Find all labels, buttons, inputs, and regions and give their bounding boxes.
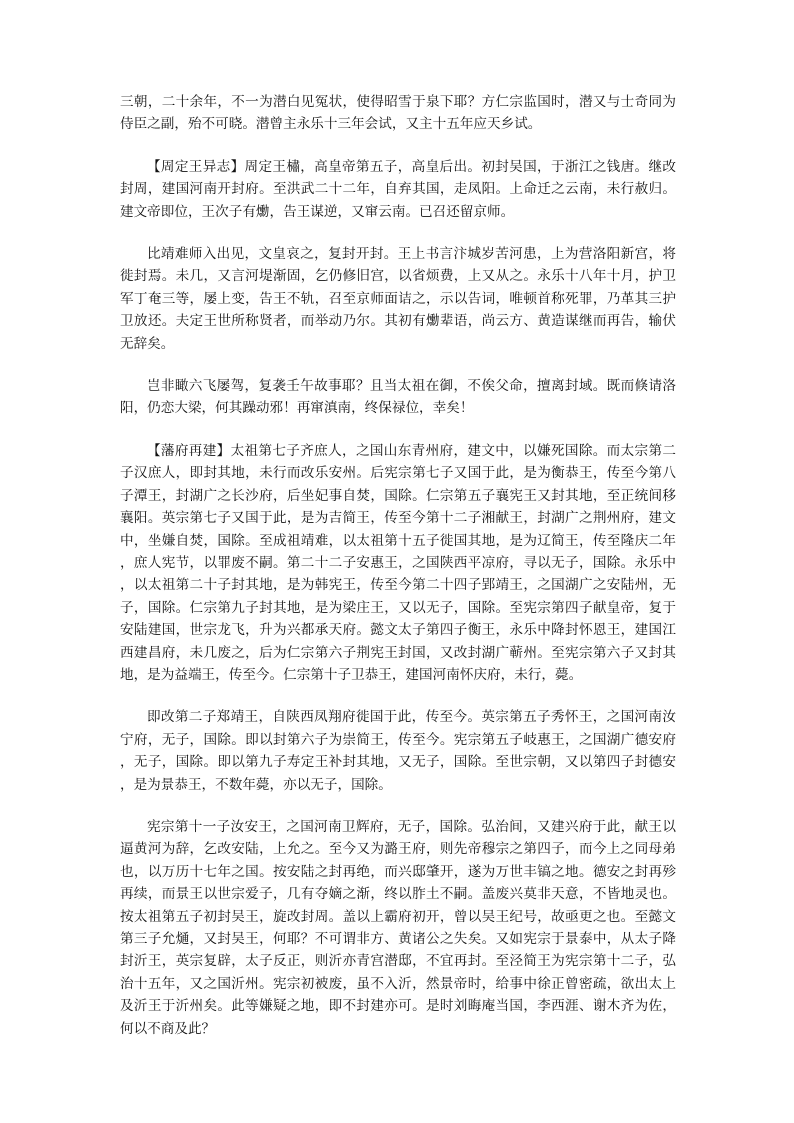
paragraph-ru-an-wang: 宪宗第十一子汝安王，之国河南卫辉府，无子，国除。弘治间，又建兴府于此，献王以逼黄河为辞，乞改安陆，上允之。至今又为潞王府，则先帝穆宗之第四子，而今上之同母弟也，以万历十七年之国。按安陆之封再绝，而兴邸肇开，遂为万世丰镐之地。德安之封再殄再续，而景王以世宗爱子，几有夺嫡之渐，终以胙土不嗣。盖废兴莫非天意，不皆地灵也。按太祖第五子初封吴王，旋改封周。盖以上霸府初开，曾以吴王纪号，故亟更之也。至懿文第三子允熥，又封吴王，何耶？不可谓非方、黄诸公之失矣。又如宪宗于景泰中，从太子降封沂王，英宗复辟，太子反正，则沂亦青宫潜邸，不宜再封。至泾简王为宪宗第十二子，弘治十五年，又之国沂州。宪宗初被废，虽不入沂，然景帝时，给事中徐正曾密疏，欲出太上及沂王于沂州矣。此等嫌疑之地，即不封建亦可。是时刘晦庵当国，李西涯、谢木齐为佐，何以不商及此？ [120, 818, 676, 1037]
paragraph-fanfu-zaijian: 【藩府再建】太祖第七子齐庶人，之国山东青州府，建文中，以嫌死国除。而太宗第二子汉庶人，即封其地，未行而改乐安州。后宪宗第七子又国于此，是为衡恭王，传至今第八子潭王，封湖广之长沙府，后坐妃事自焚，国除。仁宗第五子襄宪王又封其地，至正统间移襄阳。英宗第七子又国于此，是为吉简王，传至今第十二子湘献王，封湖广之荆州府，建文中，坐嫌自焚，国除。至成祖靖难，以太祖第十五子徙国其地，是为辽简王，传至隆庆二年，庶人宪节，以罪废不嗣。第二十二子安惠王，之国陕西平凉府，寻以无子，国除。永乐中，以太祖第二十子封其地，是为韩宪王，传至今第二十四子郢靖王，之国湖广之安陆州，无子，国除。仁宗第九子封其地，是为梁庄王，又以无子，国除。至宪宗第四子献皇帝，复于安陆建国，世宗龙飞，升为兴都承天府。懿文太子第四子衡王，永乐中降封怀恩王，建国江西建昌府，未几废之，后为仁宗第六子荆宪王封国，又改封湖广蕲州。至宪宗第六子又封其地，是为益端王，传至今。仁宗第十子卫恭王，建国河南怀庆府，未行，薨。 [120, 442, 676, 683]
paragraph-zhou-ding-wang: 【周定王异志】周定王橚，高皇帝第五子，高皇后出。初封吴国，于浙江之钱唐。继改封周，建国河南开封府。至洪武二十二年，自弃其国，走凤阳。上命迁之云南，未行赦归。建文帝即位，王次子有爋，告王谋逆，又窜云南。已召还留京师。 [120, 158, 676, 220]
paragraph-jingnan: 比靖难师入出见，文皇哀之，复封开封。王上书言汴城岁苦河患，上为营洛阳新宫，将徙封焉。未几，又言河堤渐固，乞仍修旧宫，以省烦费，上又从之。永乐十八年十月，护卫军丁奄三等，屡上变，告王不轨，召至京师面诘之，示以告词，唯顿首称死罪，乃革其三护卫放还。夫定王世所称贤者，而举动乃尔。其初有爋辈语，尚云方、黄造谋继而再告，输伏无辞矣。 [120, 246, 676, 352]
document-page [120, 91, 676, 1040]
paragraph-commentary: 岂非瞰六飞屡驾，复袭壬午故事耶？且当太祖在御，不俟父命，擅离封域。既而倏请洛阳，仍恋大梁，何其躁动邪！再窜滇南，终保禄位，幸矣！ [120, 378, 676, 417]
paragraph-zheng-jing-wang: 即改第二子郑靖王，自陕西凤翔府徙国于此，传至今。英宗第五子秀怀王，之国河南汝宁府，无子，国除。即以封第六子为崇简王，传至今。宪宗第五子岐惠王，之国湖广德安府，无子，国除。即以第九子寿定王补封其地，又无子，国除。至世宗朝，又以第四子封德安，是为景恭王，不数年薨，亦以无子，国除。 [120, 709, 676, 793]
paragraph-continuation: 三朝，二十余年，不一为潜白见冤状，使得昭雪于泉下耶？方仁宗监国时，潜又与士奇同为侍臣之副，殆不可晓。潜曾主永乐十三年会试，又主十五年应天乡试。 [120, 94, 676, 133]
